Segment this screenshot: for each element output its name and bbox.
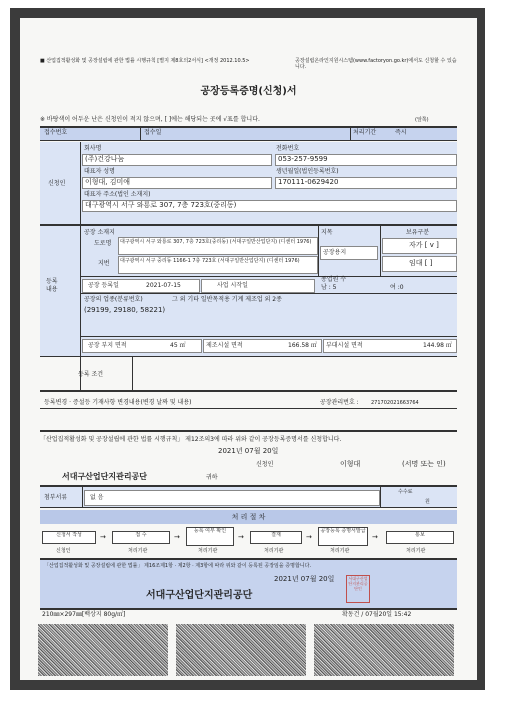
process-title: 처 리 절 차 (231, 513, 266, 521)
instruction: ※ 바탕색이 어두운 난은 신청인이 적지 않으며, [ ]에는 해당되는 곳에 √표를 합니다. (40, 116, 260, 123)
certificate-issuer: 서대구산업단지관리공단 (146, 590, 253, 601)
process-step-6 (386, 531, 454, 544)
lot-label: 지번 (98, 260, 110, 267)
print-timestamp: 확동건 / 07월20일 15:42 (342, 611, 412, 618)
process-step-2 (112, 531, 170, 544)
flow-arrow-1: → (100, 533, 106, 541)
industry-value: 그 외 기타 일반목적용 기계 제조업 외 2종 (172, 296, 282, 303)
process-who-1: 신청인 (56, 548, 71, 554)
attachments-value: 없 음 (90, 494, 104, 501)
phone-label: 전화번호 (276, 145, 300, 152)
process-step-1-label: 신청서 작성 (56, 532, 82, 538)
process-step-2-label: 접 수 (135, 532, 147, 538)
flow-arrow-4: → (306, 533, 312, 541)
lease-label: 임대 [ ] (409, 259, 433, 267)
birth-label: 생년월일(법인등록번호) (276, 168, 339, 175)
lot-address-value: 대구광역시 서구 중리동 1166-1 7층 723호 (서대구일반산업단지) (디센터 1976) (120, 258, 300, 264)
mfg-area-label: 제조시설 면적 (206, 342, 243, 349)
location-label: 공장 소재지 (84, 229, 115, 236)
declaration-applicant-name: 이형대 (340, 460, 361, 468)
period-label: 처리기간 (353, 129, 377, 136)
zoning-value: 공장용지 (323, 249, 347, 256)
flow-arrow-2: → (174, 533, 180, 541)
address-value: 대구광역시 서구 와룡로 307, 7층 723호(중리동) (85, 201, 237, 209)
official-seal-text: 서대구산업단지관리공단인 (348, 576, 368, 591)
process-step-1 (42, 531, 96, 544)
rep-value: 이형대, 김미애 (85, 178, 131, 186)
attachments-label: 첨부서류 (44, 494, 68, 501)
process-step-6-label: 통보 (415, 532, 425, 538)
mfg-area-value: 166.58 ㎡ (288, 342, 317, 349)
zoning-label: 지목 (321, 229, 333, 236)
address-label: 대표자 주소(법인 소재지) (84, 191, 151, 198)
change-history-label: 등록변경 · 증설등 기재사항 변경내용(변경 날짜 및 내용) (44, 399, 192, 406)
certificate-date: 2021년 07월 20일 (274, 575, 335, 583)
process-step-3-label: 등록 여부 확인 (193, 528, 227, 534)
paper-spec: 210㎜×297㎜[백상지 80g/㎡] (42, 611, 126, 618)
declaration-statement: 「산업집적활성화 및 공장설립에 관한 법률 시행규칙」 제12조의3에 따라 위와 같이 공장등록증명서를 신청합니다. (40, 436, 342, 443)
birth-value: 170111-0629420 (278, 178, 339, 186)
recipient-suffix: 귀하 (206, 474, 218, 481)
registration-label-2: 내용 (46, 286, 58, 293)
process-step-4-label: 결재 (271, 532, 281, 538)
process-who-6: 처리기관 (406, 548, 426, 554)
process-step-5 (318, 527, 368, 546)
flow-arrow-3: → (238, 533, 244, 541)
aux-area-value: 144.98 ㎡ (423, 342, 452, 349)
company-label: 회사명 (84, 145, 102, 152)
industry-codes: (29199, 29180, 58221) (84, 306, 166, 314)
online-note: 공장설립온라인지원시스템(www.factoryon.go.kr)에서도 신청할 수 있습니다. (295, 58, 457, 70)
process-step-4 (250, 531, 302, 544)
registration-label-1: 등록 (46, 278, 58, 285)
receipt-date-label: 접수일 (144, 129, 162, 136)
security-pattern-right (314, 624, 454, 676)
form-legal-note: ■ 산업집적활성화 및 공장설립에 관한 법률 시행규칙 [별지 제8호의2서식] <개정 2012.10.5> (40, 58, 250, 64)
op-start-label: 사업 시작일 (217, 282, 248, 289)
road-address-value: 대구광역시 서구 와룡로 307, 7층 723호(중리동) (서대구일반산업단지) (디센터 1976) (120, 239, 312, 245)
company-value: (주)건강나눔 (85, 155, 125, 163)
form-title: 공장등록증명(신청)서 (200, 86, 297, 97)
receipt-no-label: 접수번호 (44, 129, 68, 136)
road-label: 도로명 (94, 240, 112, 247)
condition-label: 등록 조건 (78, 371, 104, 378)
period-value: 즉시 (395, 129, 407, 136)
owned-label: 자가 [ v ] (409, 241, 439, 249)
flow-arrow-5: → (372, 533, 378, 541)
process-who-3: 처리기관 (198, 548, 218, 554)
rep-label: 대표자 성명 (84, 168, 115, 175)
process-step-5-label: 공장등록 증명서발급 (320, 528, 366, 534)
mgmt-label: 공장관리번호 : (320, 399, 359, 406)
ownership-label: 보유구분 (406, 229, 430, 236)
process-who-5: 처리기관 (330, 548, 350, 554)
security-pattern-center (176, 624, 306, 676)
applicant-section-label: 신청인 (48, 180, 66, 187)
recipient: 서대구산업단지관리공단 (62, 472, 148, 481)
attachments-field[interactable] (84, 490, 380, 506)
aux-area-label: 부대시설 면적 (326, 342, 363, 349)
site-area-value: 45 ㎡ (170, 342, 186, 349)
front-side-note: (앞쪽) (415, 117, 429, 123)
mgmt-value: 271702021663764 (371, 400, 419, 406)
security-pattern-left (38, 624, 168, 676)
staff-male: 남 : 5 (321, 284, 337, 291)
fee-label: 수수료 (398, 489, 413, 495)
staff-label: 종업원 수 (321, 276, 347, 283)
reg-date-label: 공장 등록일 (88, 282, 119, 289)
sign-note: (서명 또는 인) (402, 460, 446, 468)
process-step-3 (186, 527, 234, 546)
process-who-2: 처리기관 (128, 548, 148, 554)
reg-date-value: 2021-07-15 (146, 282, 181, 289)
industry-label: 공장의 업종(분류번호) (84, 296, 143, 303)
phone-value: 053-257-9599 (278, 155, 328, 163)
declaration-applicant-label: 신청인 (256, 461, 274, 468)
declaration-date: 2021년 07월 20일 (218, 447, 279, 455)
certificate-statement: 「산업집적활성화 및 공장설립에 관한 법률」 제16조제1항 · 제2항 · 제3항에 따라 위와 같이 등록된 공장임을 증명합니다. (44, 563, 312, 569)
site-area-label: 공장 부지 면적 (88, 342, 127, 349)
staff-female: 여 :0 (390, 284, 404, 291)
document-page (20, 18, 477, 680)
fee-unit: 원 (425, 499, 430, 505)
process-who-4: 처리기관 (264, 548, 284, 554)
official-seal (346, 575, 370, 603)
